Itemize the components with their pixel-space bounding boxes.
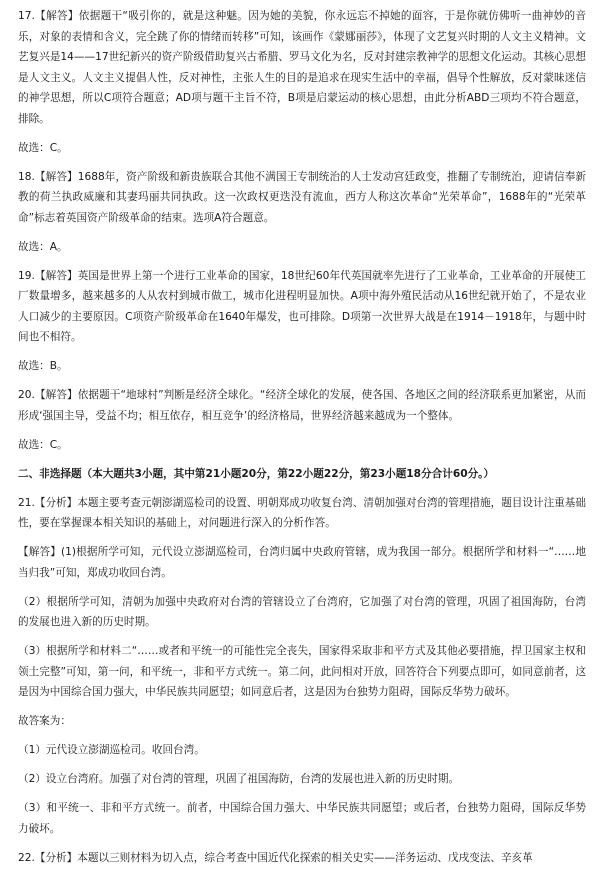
q21-answer-3: （3）和平统一、非和平方式统一。前者，中国综合国力强大、中华民族共同愿望；或后者，台独势力阻碍，国际反华势力破坏。	[18, 802, 586, 835]
q18-answer: 故选：A。	[18, 240, 68, 253]
q21-answer-heading: 故答案为：	[18, 715, 71, 727]
q21-solution-1: 【解答】(1)根据所学可知，元代设立澎湖巡检司，台湾归属中央政府管辖，成为我国一部分。根据所学和材料一“……地当归我”可知，郑成功收回台湾。	[18, 546, 586, 579]
q17-answer: 故选：C。	[18, 141, 68, 154]
q19-analysis: 19.【解答】英国是世界上第一个进行工业革命的国家，18世纪60年代英国就率先进行了工业革命，工业革命的开展使工厂数量增多，越来越多的人从农村到城市做工，城市化进程明显加快。A项中海外殖民活动从16世纪就开始了，不是农业人口减少的主要原因。C项资产阶级革命在1640年爆发，也可排除。D项第一次世界大战是在1914－1918年，与题中时间也不相符。	[18, 269, 586, 343]
document-page	[18, 6, 586, 877]
q21-analysis: 21.【分析】本题主要考查元朝澎湖巡检司的设置、明朝郑成功收复台湾、清朝加强对台湾的管理措施，题目设计注重基础性，要在掌握课本相关知识的基础上，对问题进行深入的分析作答。	[18, 496, 586, 529]
q17-analysis: 17.【解答】依据题干“吸引你的，就是这种魅。因为她的美貌，你永远忘不掉她的面容，于是你就仿佛听一曲神妙的音乐，对象的表情和含义，完全跳了你的情绪而转移”可知，该画作《蒙娜丽莎》，体现了文艺复兴时期的人文主义精神。文艺复兴是14——17世纪新兴的资产阶级借助复兴古希腊、罗马文化为名，反对封建宗教神学的思想文化运动。其核心思想是人文主义。人文主义提倡人性，反对神性，主张人生的目的是追求在现实生活中的幸福，倡导个性解放，反对蒙昧迷信的神学思想，所以C项符合题意；AD项与题干主旨不符，B项是启蒙运动的核心思想，由此分析ABD三项均不符合题意，排除。	[18, 10, 586, 125]
section-heading-non-choice: 二、非选择题（本大题共3小题，其中第21小题20分，第22小题22分，第23小题18分合计60分。）	[18, 467, 495, 480]
q21-solution-3: （3）根据所学和材料二“……或者和平统一的可能性完全丧失，国家得采取非和平方式及其他必要措施，捍卫国家主权和领土完整”可知，第一问，和平统一，非和平方式统一。第二问，此问相对开放，回答符合下列要点即可，如同意前者，这是因为中国综合国力强大，中华民族共同愿望；如同意后者，这是因为台独势力阻碍，国际反华势力破坏。	[18, 645, 586, 698]
q21-answer-1: （1）元代设立澎湖巡检司。收回台湾。	[18, 744, 205, 756]
q20-answer: 故选：C。	[18, 438, 68, 451]
q22-analysis: 22.【分析】本题以三则材料为切入点，综合考查中国近代化探索的相关史实——洋务运动、戊戌变法、辛亥革	[18, 851, 533, 864]
q21-answer-2: （2）设立台湾府。加强了对台湾的管理，巩固了祖国海防，台湾的发展也进入新的历史时期。	[18, 773, 460, 785]
q20-analysis: 20.【解答】依据题干“地球村”判断是经济全球化。“经济全球化的发展，使各国、各地区之间的经济联系更加紧密，从而形成‘强国主导，受益不均；相互依存，相互竞争’的经济格局，世界经济越来越成为一个整体。	[18, 389, 586, 422]
q19-answer: 故选：B。	[18, 360, 68, 372]
q18-analysis: 18.【解答】1688年，资产阶级和新贵族联合其他不满国王专制统治的人士发动宫廷政变，推翻了专制统治，迎请信奉新教的荷兰执政威廉和其妻玛丽共同执政。这一次政权更迭没有流血，西方人称这次革命“光荣革命”，1688年的“光荣革命”标志着英国资产阶级革命的结束。选项A符合题意。	[18, 170, 586, 224]
q21-solution-2: （2）根据所学可知，清朝为加强中央政府对台湾的管辖设立了台湾府，它加强了对台湾的管理，巩固了祖国海防，台湾的发展也进入新的历史时期。	[18, 595, 586, 628]
